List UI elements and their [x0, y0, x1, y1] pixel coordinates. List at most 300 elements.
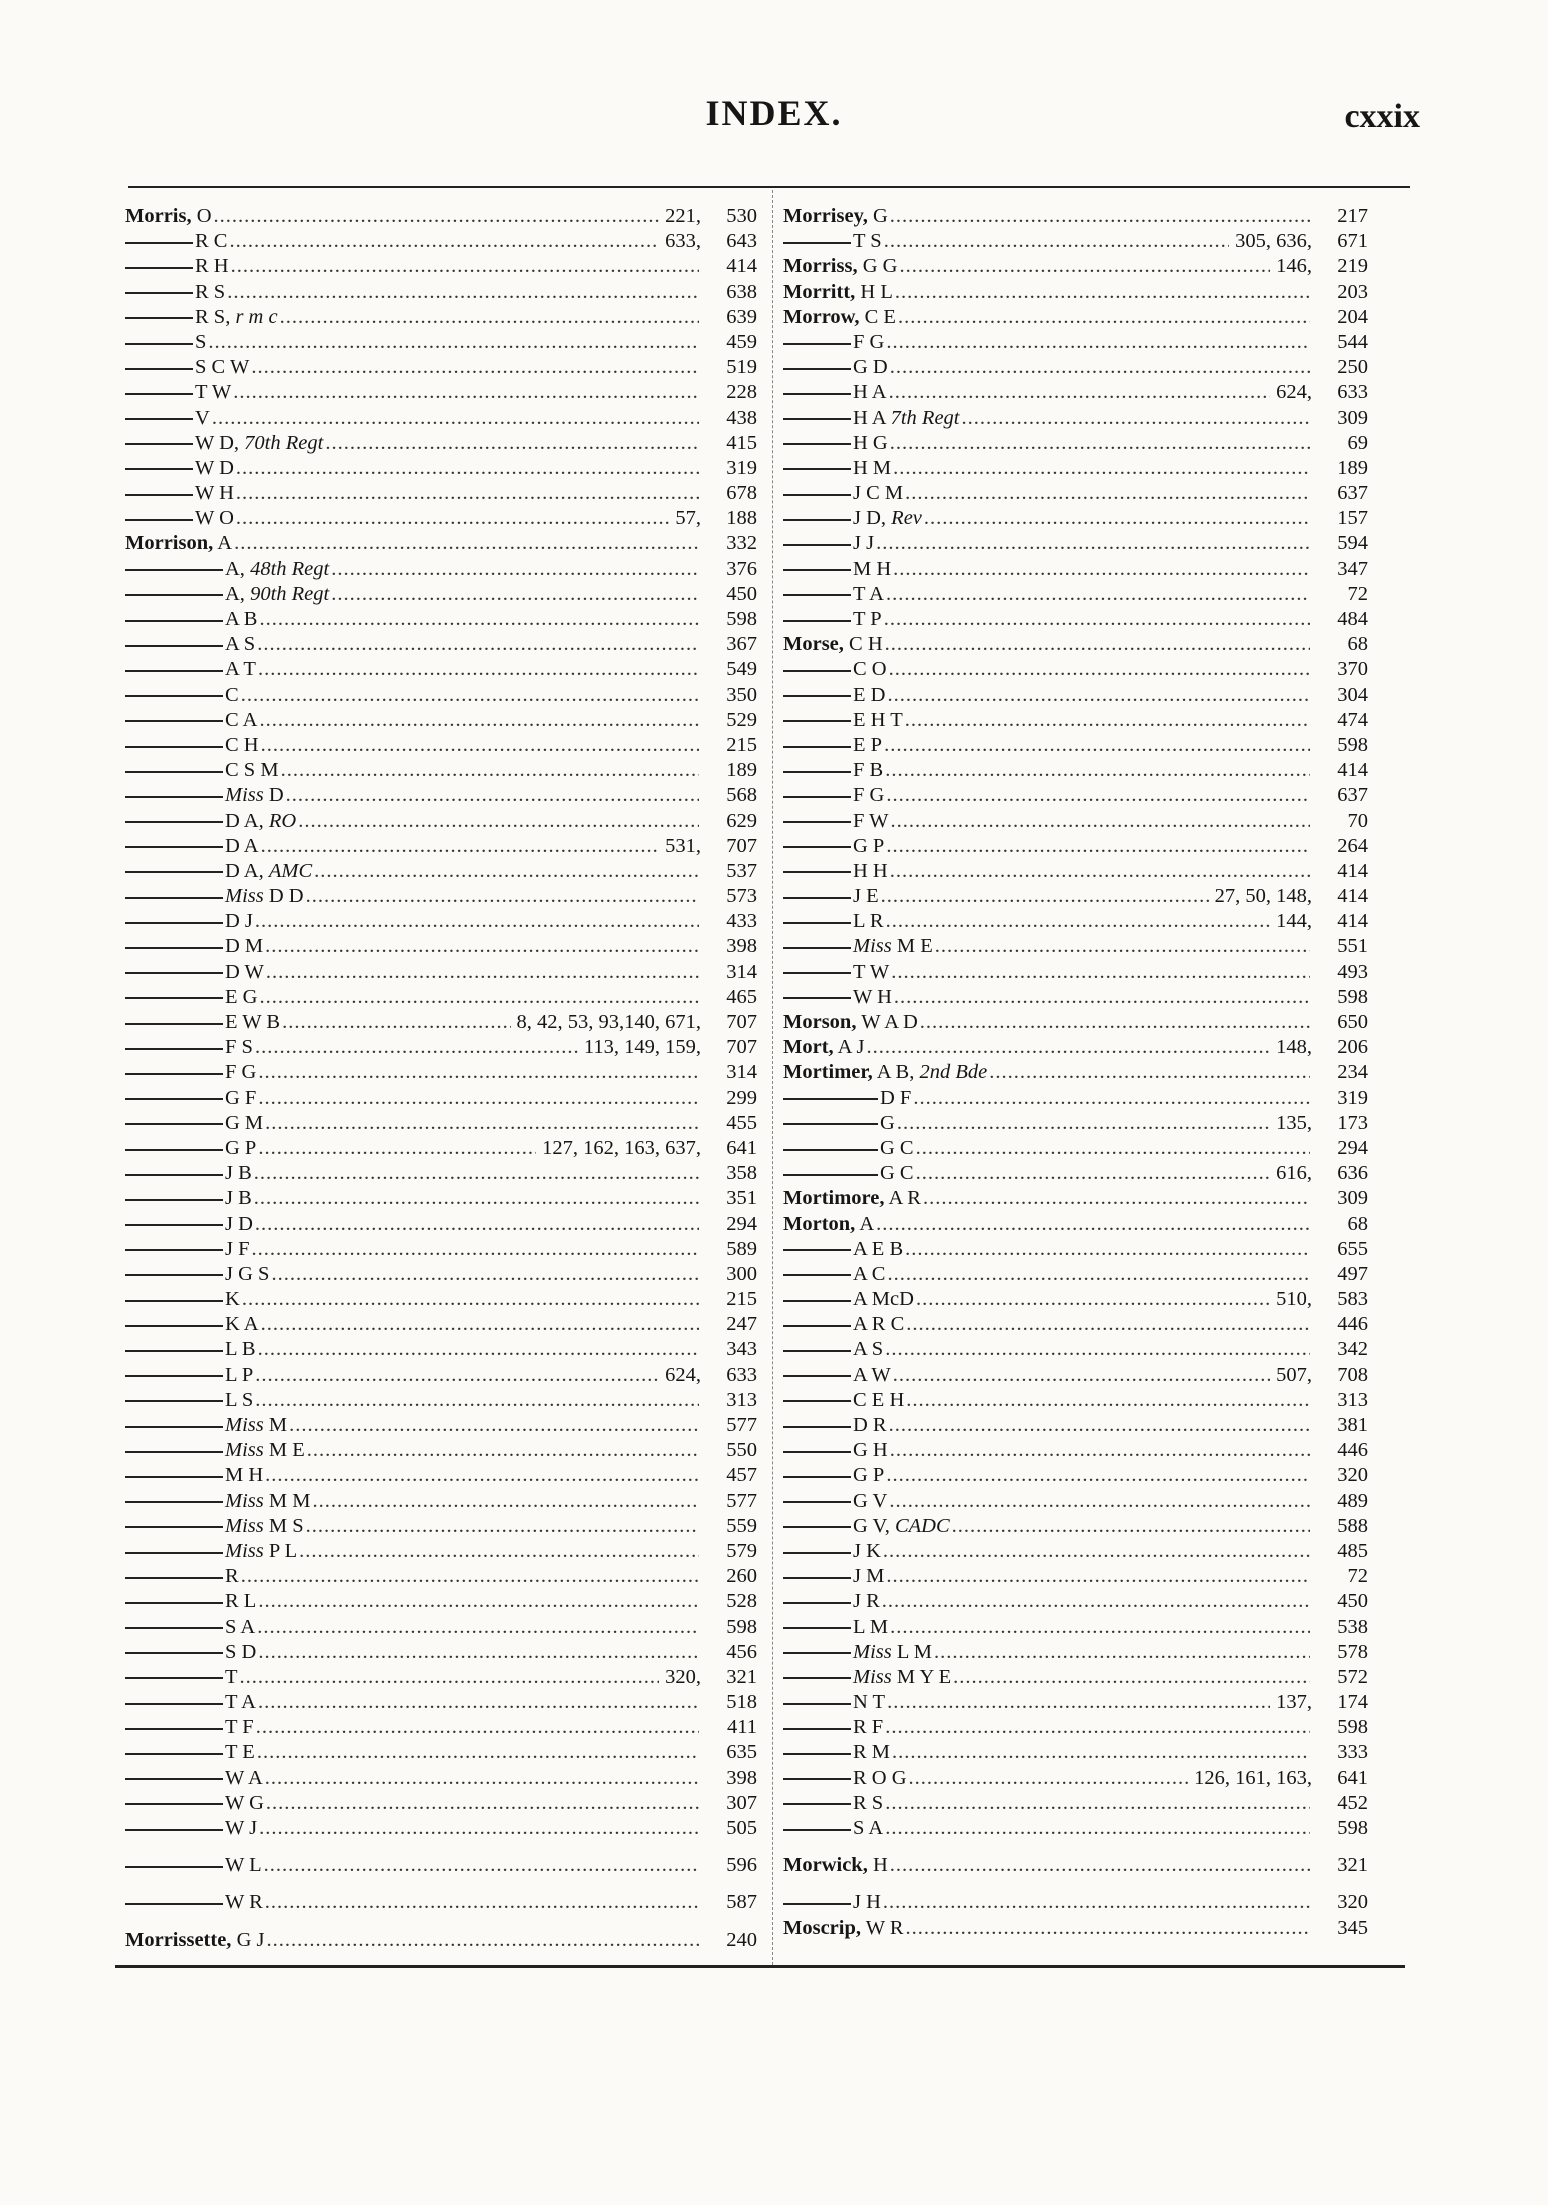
dot-leader: [886, 583, 1310, 606]
index-entry: [125, 961, 757, 986]
entry-initials: T E: [225, 1741, 255, 1764]
entry-initials: D A,: [225, 859, 264, 882]
entry-page: 189: [726, 759, 757, 782]
index-entry: [125, 1162, 757, 1187]
index-entry: [783, 1238, 1368, 1263]
entry-page: 598: [1337, 1817, 1368, 1839]
entry-name: [225, 1137, 256, 1160]
entry-page: 568: [726, 784, 757, 807]
dot-leader: [280, 306, 699, 329]
entry-page: 529: [726, 708, 757, 731]
entry-initials: D A: [225, 834, 259, 857]
ditto-rule: [125, 1048, 223, 1050]
entry-page: 635: [726, 1741, 757, 1764]
entry-name: [853, 331, 884, 354]
index-entry: [783, 1767, 1368, 1792]
bottom-rule: [115, 1965, 1405, 1968]
index-entry: [783, 885, 1368, 910]
entry-page: 519: [726, 356, 757, 379]
entry-name: [783, 1061, 987, 1084]
entry-initials: W A D: [861, 1011, 918, 1033]
entry-initials: E D: [853, 683, 886, 706]
index-entry: [783, 1112, 1368, 1137]
ditto-rule: [125, 1602, 223, 1604]
entry-initials: A B,: [876, 1061, 915, 1084]
entry-name: [853, 532, 874, 555]
entry-name: [853, 1616, 888, 1639]
index-entry: [783, 1540, 1368, 1565]
entry-page: 465: [726, 985, 757, 1008]
entry-page: 650: [1337, 1011, 1368, 1033]
dot-leader: [258, 1137, 536, 1160]
dot-leader: [266, 1929, 699, 1952]
index-entry: [125, 1087, 757, 1112]
entry-page: 173: [1337, 1111, 1368, 1134]
entry-initials: D W: [225, 960, 264, 983]
entry-initials: M E: [896, 935, 933, 958]
dot-leader: [259, 986, 699, 1009]
dot-leader: [265, 1464, 699, 1487]
ditto-rule: [125, 1728, 223, 1730]
entry-initials: M: [268, 1414, 288, 1436]
entry-page: 707: [726, 1011, 757, 1033]
dot-leader: [214, 205, 660, 228]
index-entry: [125, 1741, 757, 1766]
entry-references: 633,: [665, 230, 701, 253]
index-entry: [125, 1313, 757, 1338]
dot-leader: [920, 1011, 1310, 1034]
entry-page: 260: [726, 1565, 757, 1588]
entry-page: 637: [1337, 784, 1368, 807]
entry-initials: O: [196, 205, 212, 227]
entry-page: 484: [1337, 608, 1368, 630]
entry-initials: D: [268, 784, 284, 807]
entry-references: 510,: [1276, 1288, 1312, 1311]
entry-page: 347: [1337, 557, 1368, 580]
entry-page: 641: [1337, 1766, 1368, 1789]
dot-leader: [259, 1817, 699, 1840]
ditto-rule: [783, 1350, 851, 1352]
entry-name: [225, 1036, 253, 1059]
entry-page: 707: [726, 1036, 757, 1059]
entry-name: [853, 432, 888, 455]
entry-name: [225, 1854, 262, 1877]
ditto-rule: [783, 720, 851, 722]
entry-surname: Moscrip,: [783, 1916, 861, 1939]
dot-leader: [264, 1854, 699, 1877]
entry-page: 250: [1337, 356, 1368, 379]
entry-initials: A S: [853, 1338, 884, 1361]
entry-page: 544: [1337, 330, 1368, 353]
index-entry: [125, 1891, 757, 1916]
dot-leader: [885, 1792, 1310, 1815]
ditto-rule: [783, 569, 851, 571]
ditto-rule: [783, 368, 851, 370]
entry-name: [225, 1490, 310, 1513]
entry-page: 414: [1337, 759, 1368, 782]
ditto-rule: [125, 1023, 223, 1025]
entry-page: 505: [726, 1817, 757, 1839]
dot-leader: [897, 1112, 1270, 1135]
index-entry: [125, 1011, 757, 1036]
index-entry: [783, 835, 1368, 860]
dot-leader: [236, 507, 669, 530]
entry-initials: W R: [225, 1891, 263, 1914]
entry-initials: L B: [225, 1338, 256, 1361]
entry-page: 707: [726, 834, 757, 857]
entry-name: [225, 810, 296, 833]
entry-name: [225, 1641, 256, 1664]
entry-name: [225, 1238, 250, 1261]
dot-leader: [242, 1288, 699, 1311]
ditto-rule: [783, 947, 851, 949]
ditto-rule: [125, 670, 223, 672]
dot-leader: [905, 709, 1310, 732]
entry-name: [225, 1263, 269, 1286]
entry-page: 598: [1337, 1716, 1368, 1739]
ditto-rule: [783, 544, 851, 546]
dot-leader: [261, 734, 699, 757]
entry-name: [853, 1238, 903, 1261]
entry-page: 204: [1337, 305, 1368, 328]
entry-initials: G H: [853, 1439, 888, 1462]
index-entry: [125, 1414, 757, 1439]
entry-page: 636: [1337, 1162, 1368, 1185]
entry-name: [853, 1641, 932, 1664]
dot-leader: [884, 230, 1229, 253]
ditto-rule: [125, 1098, 223, 1100]
entry-page: 294: [726, 1212, 757, 1235]
index-entry: [783, 1616, 1368, 1641]
entry-initials: G G: [862, 255, 898, 278]
entry-page: 69: [1347, 431, 1368, 454]
entry-initials: L M: [853, 1615, 889, 1638]
dot-leader: [866, 1036, 1270, 1059]
entry-name: [225, 961, 264, 984]
index-entry: [125, 1929, 757, 1954]
index-entry: [125, 331, 757, 356]
entry-page: 72: [1347, 582, 1368, 605]
ditto-rule: [125, 1501, 223, 1503]
index-entry: [783, 1087, 1368, 1112]
dot-leader: [282, 1011, 510, 1034]
ditto-rule: [125, 821, 223, 823]
entry-page: 414: [1337, 885, 1368, 908]
entry-page: 485: [1337, 1539, 1368, 1562]
entry-name: [853, 1338, 883, 1361]
entry-name: [853, 1565, 884, 1588]
ditto-rule: [125, 871, 223, 873]
entry-name: [853, 1792, 883, 1815]
entry-initials: G C: [880, 1136, 914, 1159]
entry-page: 367: [726, 633, 757, 656]
index-entry: [125, 810, 757, 835]
dot-leader: [895, 281, 1310, 304]
entry-initials: R S,: [195, 305, 231, 328]
dot-leader: [259, 608, 699, 631]
dot-leader: [894, 986, 1310, 1009]
entry-initials: S A: [853, 1817, 884, 1839]
entry-page: 68: [1347, 633, 1368, 656]
entry-qualifier: 90th Regt: [250, 582, 330, 605]
ditto-rule: [125, 645, 223, 647]
entry-name: [880, 1162, 914, 1185]
ditto-rule: [783, 771, 851, 773]
entry-initials: A J: [837, 1036, 865, 1059]
entry-page: 633: [1337, 381, 1368, 404]
entry-initials: W H: [853, 985, 892, 1008]
dot-leader: [306, 1515, 699, 1538]
entry-name: [853, 709, 903, 732]
entry-initials: J D,: [853, 507, 887, 530]
ditto-rule: [125, 1300, 223, 1302]
index-entry: [783, 1817, 1368, 1842]
dot-leader: [886, 1565, 1310, 1588]
dot-leader: [325, 432, 699, 455]
dot-leader: [935, 935, 1310, 958]
ditto-rule: [783, 1098, 878, 1100]
index-entry: [783, 1364, 1368, 1389]
ditto-rule: [125, 1400, 223, 1402]
entry-initials: R: [225, 1565, 239, 1588]
index-entry: [783, 432, 1368, 457]
entry-name: [225, 784, 284, 807]
entry-name: [225, 860, 312, 883]
dot-leader: [312, 1490, 699, 1513]
index-entry: [783, 608, 1368, 633]
entry-name: [225, 935, 263, 958]
dot-leader: [251, 356, 699, 379]
index-entry: [125, 1338, 757, 1363]
index-entry: [783, 633, 1368, 658]
dot-leader: [916, 1162, 1271, 1185]
index-entry: [125, 1364, 757, 1389]
entry-initials: A: [217, 532, 233, 555]
entry-initials: A B: [225, 608, 258, 630]
entry-qualifier: 2nd Bde: [919, 1061, 988, 1084]
entry-initials: J B: [225, 1162, 252, 1185]
dot-leader: [916, 1288, 1270, 1311]
ditto-rule: [783, 1249, 851, 1251]
ditto-rule: [783, 343, 851, 345]
entry-initials: G D: [853, 356, 888, 379]
entry-initials: L P: [225, 1363, 254, 1386]
entry-initials: S A: [225, 1615, 256, 1638]
entry-qualifier: AMC: [268, 859, 313, 882]
index-entry: [783, 1263, 1368, 1288]
ditto-rule: [783, 1703, 851, 1705]
entry-initials: J H: [853, 1891, 881, 1914]
ditto-rule: [783, 1577, 851, 1579]
entry-page: 459: [726, 330, 757, 353]
entry-name: [853, 860, 888, 883]
entry-initials: J F: [225, 1237, 250, 1260]
index-entry: [783, 1641, 1368, 1666]
column-divider: [772, 190, 773, 1965]
index-entry: [125, 457, 757, 482]
entry-initials: G P: [225, 1136, 257, 1159]
ditto-rule: [783, 468, 851, 470]
dot-leader: [886, 1464, 1310, 1487]
entry-page: 333: [1337, 1741, 1368, 1764]
entry-initials: M E: [268, 1439, 305, 1462]
entry-page: 215: [726, 733, 757, 756]
entry-name: [195, 432, 323, 455]
entry-page: 530: [726, 205, 757, 227]
index-entry: [783, 1464, 1368, 1489]
entry-references: 624,: [665, 1363, 701, 1386]
entry-initials: A E B: [853, 1237, 904, 1260]
dot-leader: [887, 684, 1310, 707]
entry-name: [225, 1364, 253, 1387]
entry-name: [783, 205, 888, 228]
entry-page: 587: [726, 1891, 757, 1914]
entry-name: [225, 583, 329, 606]
dot-leader: [286, 784, 699, 807]
ditto-rule: [125, 1325, 223, 1327]
entry-name: [853, 784, 884, 807]
entry-name: [225, 1464, 263, 1487]
entry-page: 438: [726, 406, 757, 429]
dot-leader: [885, 1338, 1310, 1361]
entry-initials: N T: [853, 1691, 886, 1714]
entry-name: [783, 1011, 918, 1034]
entry-initials: G C: [880, 1162, 914, 1185]
entry-initials: K A: [225, 1313, 259, 1336]
entry-title-prefix: Miss: [225, 1514, 264, 1537]
entry-name: [853, 1691, 885, 1714]
index-entry: [783, 1854, 1368, 1879]
dot-leader: [952, 1515, 1310, 1538]
ditto-rule: [125, 720, 223, 722]
dot-leader: [884, 734, 1310, 757]
index-entry: [783, 1891, 1368, 1916]
ditto-rule: [783, 670, 851, 672]
entry-name: [783, 306, 896, 329]
dot-leader: [887, 1691, 1270, 1714]
entry-initials: J E: [853, 885, 879, 908]
index-entry: [783, 281, 1368, 306]
entry-name: [853, 1590, 880, 1613]
page-number: cxxix: [1344, 98, 1420, 135]
entry-initials: W D: [195, 456, 234, 479]
dot-leader: [255, 1364, 659, 1387]
entry-initials: J R: [853, 1590, 880, 1613]
entry-initials: J K: [853, 1539, 881, 1562]
entry-name: [225, 633, 255, 656]
entry-name: [853, 558, 891, 581]
entry-name: [880, 1112, 895, 1135]
entry-name: [195, 255, 229, 278]
entry-page: 381: [1337, 1414, 1368, 1436]
entry-page: 583: [1337, 1288, 1368, 1311]
index-entry: [783, 381, 1368, 406]
ditto-rule: [125, 1149, 223, 1151]
entry-name: [853, 986, 892, 1009]
dot-leader: [271, 1263, 699, 1286]
entry-page: 598: [726, 1615, 757, 1638]
entry-page: 446: [1337, 1313, 1368, 1336]
index-entry: [783, 709, 1368, 734]
index-entry: [783, 1792, 1368, 1817]
entry-page: 450: [1337, 1590, 1368, 1613]
entry-initials: C A: [225, 708, 258, 731]
entry-references: 137,: [1276, 1691, 1312, 1714]
entry-initials: S C W: [195, 356, 250, 379]
ditto-rule: [783, 1325, 851, 1327]
ditto-rule: [783, 1300, 851, 1302]
dot-leader: [331, 583, 699, 606]
entry-initials: W G: [225, 1791, 264, 1814]
entry-initials: F B: [853, 759, 884, 782]
ditto-rule: [125, 695, 223, 697]
entry-page: 358: [726, 1162, 757, 1185]
entry-initials: T P: [853, 608, 882, 630]
entry-name: [853, 759, 883, 782]
ditto-rule: [125, 1526, 223, 1528]
index-entry: [125, 281, 757, 306]
entry-name: [195, 281, 225, 304]
dot-leader: [266, 1792, 699, 1815]
index-entry: [783, 1917, 1368, 1942]
ditto-rule: [125, 1829, 223, 1831]
entry-page: 342: [1337, 1338, 1368, 1361]
dot-leader: [236, 482, 699, 505]
ditto-rule: [783, 1526, 851, 1528]
ditto-rule: [125, 746, 223, 748]
dot-leader: [281, 759, 699, 782]
entry-name: [225, 658, 256, 681]
dot-leader: [261, 835, 660, 858]
dot-leader: [234, 532, 699, 555]
ditto-rule: [783, 871, 851, 873]
entry-initials: F G: [853, 330, 885, 353]
index-entry: [125, 482, 757, 507]
dot-leader: [913, 1087, 1310, 1110]
entry-page: 572: [1337, 1665, 1368, 1688]
entry-name: [783, 255, 897, 278]
ditto-rule: [783, 1803, 851, 1805]
index-entry: [125, 432, 757, 457]
dot-leader: [876, 1213, 1310, 1236]
index-entry: [125, 684, 757, 709]
entry-name: [853, 1741, 890, 1764]
index-entry: [125, 1666, 757, 1691]
ditto-rule: [783, 1903, 851, 1905]
entry-initials: D M: [225, 935, 264, 958]
dot-leader: [885, 759, 1310, 782]
ditto-rule: [783, 1552, 851, 1554]
index-entry: [125, 407, 757, 432]
dot-leader: [876, 532, 1310, 555]
entry-initials: J C M: [853, 482, 904, 505]
ditto-rule: [125, 620, 223, 622]
index-entry: [783, 532, 1368, 557]
entry-page: 228: [726, 381, 757, 404]
entry-name: [783, 1036, 864, 1059]
entry-page: 215: [726, 1288, 757, 1311]
ditto-rule: [783, 1174, 878, 1176]
entry-initials: G J: [236, 1928, 265, 1951]
entry-page: 321: [726, 1665, 757, 1688]
entry-initials: G: [872, 205, 888, 227]
entry-initials: C H: [849, 633, 883, 656]
ditto-rule: [783, 1451, 851, 1453]
dot-leader: [258, 658, 699, 681]
entry-page: 452: [1337, 1791, 1368, 1814]
entry-page: 598: [1337, 985, 1368, 1008]
entry-initials: R C: [195, 230, 228, 253]
